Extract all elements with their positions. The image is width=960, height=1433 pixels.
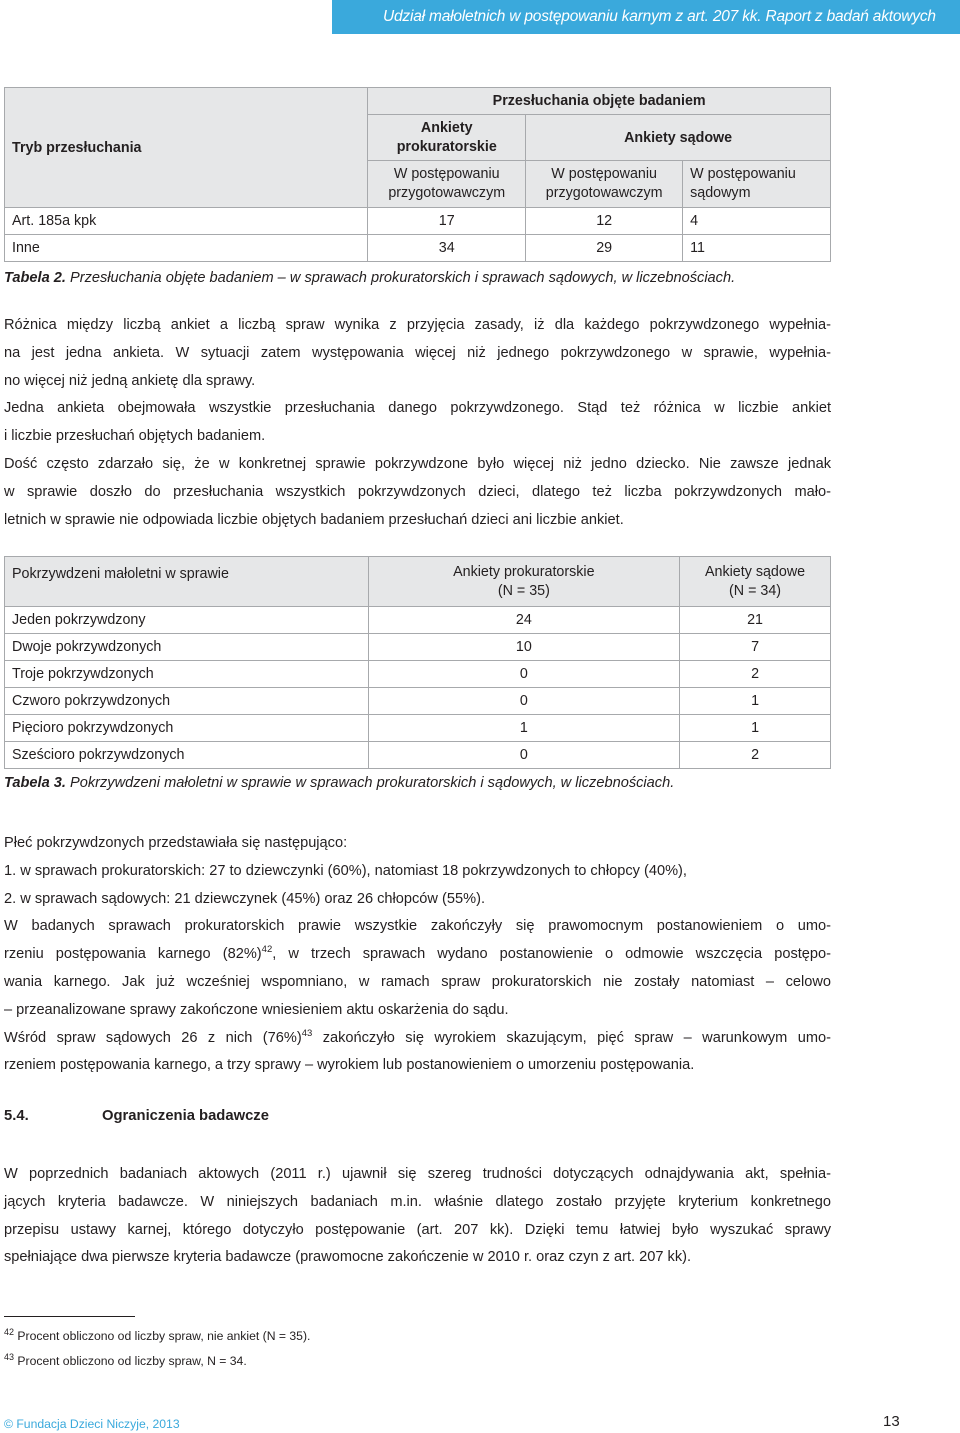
cell-court-trial: 4 [683, 208, 831, 235]
row-label: Jeden pokrzywdzony [5, 607, 369, 634]
cell-prosecutor: 0 [368, 661, 680, 688]
table-row [5, 661, 831, 688]
table-row [5, 208, 831, 235]
caption-number: Tabela 3. [4, 775, 66, 791]
text-line: W poprzednich badaniach aktowych (2011 r.) ujawnił się szereg trudności dotyczących odnajdywania akt, spełnia- [4, 1166, 831, 1182]
table-3-caption [4, 775, 674, 791]
text-span: rzeniu postępowania karnego (82%) [4, 946, 262, 963]
text-span: zakończyło się wyrokiem skazującym, pięć spraw – warunkowym umo- [312, 1029, 831, 1046]
table-2 [4, 87, 831, 262]
section-paragraph [4, 1161, 831, 1272]
cell-court: 1 [680, 688, 831, 715]
cell-court-prep: 29 [526, 235, 683, 262]
table-2-caption [4, 270, 735, 286]
text-line: Różnica między liczbą ankiet a liczbą spraw wynika z przyjęcia zasady, iż dla każdego pokrzywdzonego wypełnia- [4, 317, 831, 333]
cell-prosecutor: 0 [368, 688, 680, 715]
section-title: Ograniczenia badawcze [102, 1108, 269, 1124]
list-item: 2. w sprawach sądowych: 21 dziewczynek (45%) oraz 26 chłopców (55%). [4, 890, 486, 907]
text-line: – przeanalizowane sprawy zakończone wniesieniem aktu oskarżenia do sądu. [4, 1001, 509, 1018]
row-label: Czworo pokrzywdzonych [5, 688, 369, 715]
footnote-number: 42 [4, 1327, 15, 1337]
row-label: Pięcioro pokrzywdzonych [5, 715, 369, 742]
footer-copyright: © Fundacja Dzieci Niczyje, 2013 [4, 1417, 180, 1431]
cell-prosecutor: 24 [368, 607, 680, 634]
cell-prosecutor: 1 [368, 715, 680, 742]
table-row [5, 742, 831, 769]
text-line [4, 1025, 831, 1053]
cell-court: 7 [680, 634, 831, 661]
footnote-text: Procent obliczono od liczby spraw, nie ankiet (N = 35). [17, 1329, 311, 1343]
text-line: W badanych sprawach prokuratorskich prawie wszystkie zakończyły się prawomocnym postanowieniem o umo- [4, 918, 831, 935]
header-court [680, 557, 831, 607]
caption-text: Przesłuchania objęte badaniem – w sprawach prokuratorskich i sprawach sądowych, w liczebnościach. [69, 270, 736, 286]
text-line: w sprawie doszło do przesłuchania wszystkich pokrzywdzonych dzieci, dlatego też liczba pokrzywdzonych mało- [4, 483, 831, 500]
text-line: przepisu ustawy karnej, którego dotyczyło postępowanie (art. 207 kk). Dzięki temu łatwiej było wyszukać sprawy [4, 1221, 831, 1238]
cell-court-prep: 12 [526, 208, 683, 235]
caption-number: Tabela 2. [4, 270, 66, 286]
text-line: rzeniem postępowania karnego, a trzy sprawy – wyrokiem lub postanowieniem o umorzeniu postępowania. [4, 1057, 695, 1074]
header-court: Ankiety sądowe [526, 115, 831, 161]
list-item: 1. w sprawach prokuratorskich: 27 to dziewczynki (60%), natomiast 18 pokrzywdzonych to chłopcy (40%), [4, 862, 687, 879]
footnote-ref: 43 [301, 1027, 313, 1039]
text-line: Jedna ankieta obejmowała wszystkie przesłuchania danego pokrzywdzonego. Stąd też różnica w liczbie ankiet [4, 400, 831, 417]
cell-prosecutor: 10 [368, 634, 680, 661]
header-group: Przesłuchania objęte badaniem [368, 88, 831, 115]
subheader-court-prep: W postępowaniu przygotowawczym [526, 161, 683, 208]
text-line: spełniające dwa pierwsze kryteria badawcze (prawomocne zakończenie w 2010 r. oraz czyn z art. 207 kk). [4, 1249, 692, 1266]
footnote-text: Procent obliczono od liczby spraw, N = 34. [17, 1354, 247, 1368]
header-court-n: (N = 34) [729, 582, 782, 599]
table-row [5, 235, 831, 262]
header-victims: Pokrzywdzeni małoletni w sprawie [5, 557, 369, 607]
cell-court-trial: 11 [683, 235, 831, 262]
text-span: Wśród spraw sądowych 26 z nich (76%) [4, 1029, 302, 1046]
table-row [5, 688, 831, 715]
subheader-prosecutor-prep: W postępowaniu przygotowawczym [368, 161, 526, 208]
text-line: letnich w sprawie nie odpowiada liczbie objętych badaniem przesłuchań dzieci ani liczbie ankiet. [4, 511, 624, 528]
footnote-43 [4, 1352, 247, 1368]
footnote-42 [4, 1327, 310, 1343]
caption-text: Pokrzywdzeni małoletni w sprawie w sprawach prokuratorskich i sądowych, w liczebnościach. [69, 775, 675, 791]
running-title: Udział małoletnich w postępowaniu karnym z art. 207 kk. Raport z badań aktowych [383, 8, 936, 25]
cell-court: 2 [680, 742, 831, 769]
table-3 [4, 556, 831, 769]
footnote-number: 43 [4, 1352, 15, 1362]
footnote-ref: 42 [261, 944, 273, 956]
cell-court: 2 [680, 661, 831, 688]
footnote-separator [4, 1316, 135, 1317]
text-span: , w trzech sprawach wydano postanowienie o odmowie wszczęcia postępo- [272, 946, 831, 963]
text-line: Płeć pokrzywdzonych przedstawiała się następująco: [4, 835, 348, 851]
text-line: wania karnego. Jak już wcześniej wspomniano, w ramach spraw prokuratorskich nie zostały natomiast – celowo [4, 973, 831, 990]
row-label: Dwoje pokrzywdzonych [5, 634, 369, 661]
text-line: Dość często zdarzało się, że w konkretnej sprawie pokrzywdzone było więcej niż jedno dziecko. Nie zawsze jednak [4, 455, 831, 472]
section-number: 5.4. [4, 1108, 29, 1124]
header-prosecutor-n: (N = 35) [497, 582, 550, 599]
table-row [5, 607, 831, 634]
table-row [5, 715, 831, 742]
row-label: Art. 185a kpk [5, 208, 368, 235]
cell-prosecutor: 17 [368, 208, 526, 235]
header-mode: Tryb przesłuchania [5, 88, 368, 208]
row-label: Troje pokrzywdzonych [5, 661, 369, 688]
text-line: na jest jedna ankieta. W sytuacji zatem występowania więcej niż jednego pokrzywdzonego w sprawie, wypełnia- [4, 344, 831, 361]
row-label: Inne [5, 235, 368, 262]
gender-section [4, 830, 831, 1080]
header-prosecutor-label: Ankiety prokuratorskie [453, 563, 595, 580]
cell-prosecutor: 34 [368, 235, 526, 262]
table-row [5, 634, 831, 661]
section-heading [4, 1108, 269, 1124]
text-line: jących kryteria badawcze. W niniejszych badaniach m.in. właśnie dlatego zostało przyjęte kryterium konkretnego [4, 1193, 831, 1210]
page-number: 13 [883, 1413, 900, 1430]
row-label: Sześcioro pokrzywdzonych [5, 742, 369, 769]
text-line: i liczbie przesłuchań objętych badaniem. [4, 428, 266, 445]
header-prosecutor [368, 557, 680, 607]
cell-court: 21 [680, 607, 831, 634]
cell-court: 1 [680, 715, 831, 742]
header-court-label: Ankiety sądowe [704, 563, 806, 580]
text-line: no więcej niż jedną ankietę dla sprawy. [4, 372, 256, 389]
header-prosecutor: Ankiety prokuratorskie [368, 115, 526, 161]
cell-prosecutor: 0 [368, 742, 680, 769]
subheader-court-trial: W postępowaniu sądowym [683, 161, 831, 208]
body-paragraphs [4, 312, 831, 534]
running-header [332, 0, 960, 34]
text-line [4, 941, 831, 969]
